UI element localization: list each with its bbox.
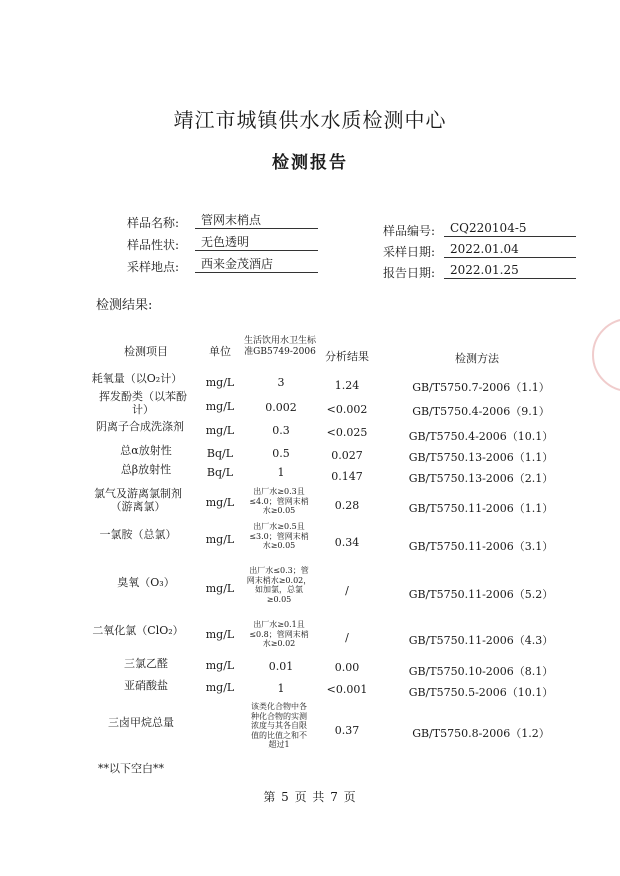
table-row-item: 三卤甲烷总量 <box>108 716 174 729</box>
table-row-item: 臭氧（O₃） <box>117 576 175 589</box>
report-date-value: 2022.01.25 <box>444 262 576 279</box>
table-row-standard: 出厂水≥0.3且≤4.0；管网末梢水≥0.05 <box>249 487 309 515</box>
table-row-standard: 3 <box>277 376 285 389</box>
table-row-unit: Bq/L <box>206 447 234 460</box>
sample-number-value: CQ220104-5 <box>444 220 576 237</box>
column-header-item: 检测项目 <box>124 345 168 358</box>
table-row-result: <0.025 <box>326 426 368 439</box>
table-row-item: 二氧化氯（ClO₂） <box>92 624 184 637</box>
table-row-unit: mg/L <box>205 628 235 641</box>
results-title: 检测结果: <box>96 298 153 313</box>
column-header-unit: 单位 <box>209 345 231 358</box>
table-row-method: GB/T5750.5-2006（10.1） <box>408 686 554 699</box>
table-row-item: 亚硝酸盐 <box>124 679 168 692</box>
table-row-item: 总α放射性 <box>120 444 172 457</box>
table-row-method: GB/T5750.11-2006（4.3） <box>408 634 554 647</box>
sample-property-value: 无色透明 <box>195 234 318 251</box>
table-row-result: <0.002 <box>326 403 368 416</box>
column-header-method: 检测方法 <box>455 352 499 365</box>
table-row-standard: 0.3 <box>272 424 290 437</box>
table-row-item: 阴离子合成洗涤剂 <box>96 420 184 433</box>
sample-number-label: 样品编号: <box>383 224 436 238</box>
table-row-standard: 0.01 <box>268 660 294 673</box>
table-row-method: GB/T5750.7-2006（1.1） <box>412 381 550 394</box>
table-row-result: 0.027 <box>331 449 363 462</box>
table-row-standard: 1 <box>277 682 285 695</box>
table-row-standard: 出厂水≥0.1且≤0.8；管网末梢水≥0.02 <box>249 620 309 648</box>
column-header-standard: 生活饮用水卫生标准GB5749-2006 <box>244 336 317 357</box>
report-date-label: 报告日期: <box>383 266 436 280</box>
table-row-standard: 出厂水≥0.5且≤3.0；管网末梢水≥0.05 <box>249 522 309 550</box>
table-row-item: 三氯乙醛 <box>124 657 168 670</box>
table-row-result: / <box>345 584 349 597</box>
table-row-unit: mg/L <box>205 659 235 672</box>
table-row-unit: mg/L <box>205 582 235 595</box>
table-row-item: 耗氧量（以O₂计） <box>91 372 183 385</box>
end-of-table-note: **以下空白** <box>98 762 164 775</box>
table-row-result: 0.34 <box>334 536 360 549</box>
page-number: 第 5 页 共 7 页 <box>263 790 357 804</box>
table-row-unit: mg/L <box>205 533 235 546</box>
organization-name: 靖江市城镇供水水质检测中心 <box>173 108 447 132</box>
sample-name-label: 样品名称: <box>127 216 180 230</box>
table-row-unit: mg/L <box>205 681 235 694</box>
table-row-method: GB/T5750.11-2006（3.1） <box>408 540 554 553</box>
table-row-method: GB/T5750.10-2006（8.1） <box>408 665 554 678</box>
table-row-item: 一氯胺（总氯） <box>99 528 177 541</box>
table-row-result: 1.24 <box>334 379 360 392</box>
table-row-method: GB/T5750.13-2006（1.1） <box>408 451 554 464</box>
table-row-result: 0.28 <box>334 499 360 512</box>
table-row-standard: 出厂水≤0.3；管网末梢水≥0.02，如加氯，总氯≥0.05 <box>246 566 312 604</box>
table-row-method: GB/T5750.13-2006（2.1） <box>408 472 554 485</box>
sample-location-value: 西来金茂酒店 <box>195 256 318 273</box>
table-row-standard: 0.5 <box>272 447 290 460</box>
table-row-unit: mg/L <box>205 496 235 509</box>
table-row-standard: 1 <box>277 466 285 479</box>
table-row-result: <0.001 <box>326 683 368 696</box>
table-row-method: GB/T5750.11-2006（5.2） <box>408 588 554 601</box>
table-row-unit: mg/L <box>205 424 235 437</box>
column-header-result: 分析结果 <box>325 350 369 363</box>
table-row-unit: Bq/L <box>206 466 234 479</box>
sampling-date-value: 2022.01.04 <box>444 241 576 258</box>
sample-location-label: 采样地点: <box>127 260 180 274</box>
table-row-standard: 该类化合物中各种化合物的实测浓度与其各自限值的比值之和不超过1 <box>251 702 307 749</box>
table-row-method: GB/T5750.4-2006（10.1） <box>408 430 554 443</box>
report-title: 检测报告 <box>272 153 348 173</box>
table-row-method: GB/T5750.8-2006（1.2） <box>412 727 550 740</box>
table-row-item: 挥发酚类（以苯酚计） <box>99 390 187 416</box>
table-row-result: 0.147 <box>331 470 363 483</box>
table-row-result: 0.00 <box>334 661 360 674</box>
table-row-item: 总β放射性 <box>120 463 172 476</box>
seal-stamp-icon <box>592 318 620 392</box>
sampling-date-label: 采样日期: <box>383 245 436 259</box>
table-row-unit: mg/L <box>205 376 235 389</box>
table-row-result: / <box>345 631 349 644</box>
sample-name-value: 管网末梢点 <box>195 212 318 229</box>
table-row-method: GB/T5750.11-2006（1.1） <box>408 502 554 515</box>
table-row-unit: mg/L <box>205 400 235 413</box>
table-row-method: GB/T5750.4-2006（9.1） <box>412 405 550 418</box>
table-row-standard: 0.002 <box>265 401 297 414</box>
table-row-item: 氯气及游离氯制剂（游离氯） <box>94 487 182 513</box>
sample-property-label: 样品性状: <box>127 238 180 252</box>
table-row-result: 0.37 <box>334 724 360 737</box>
